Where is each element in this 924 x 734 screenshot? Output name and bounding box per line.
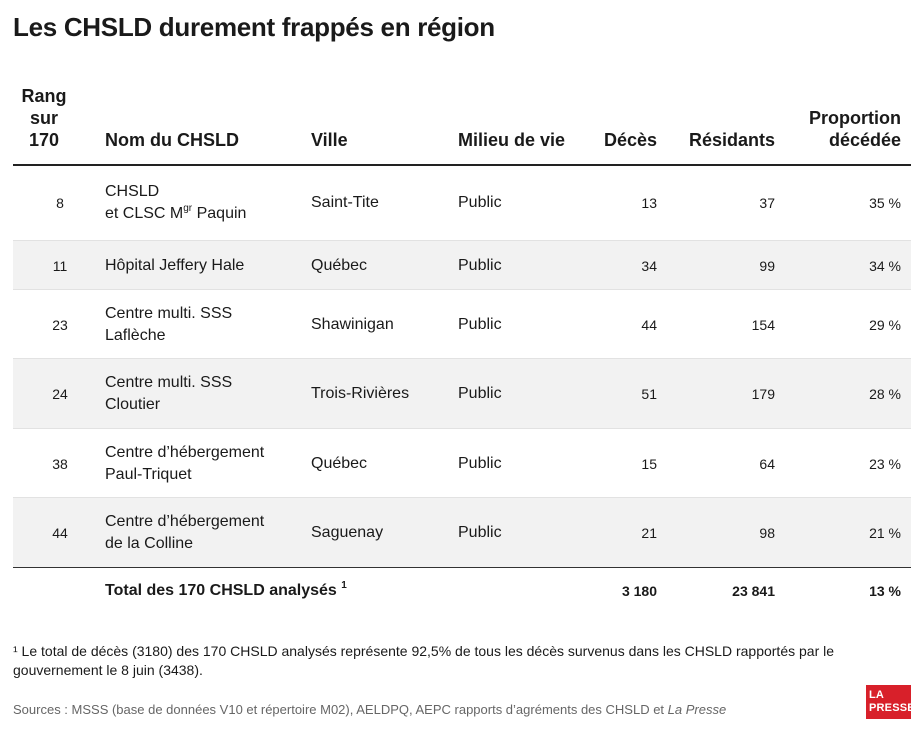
header-rank-line3: 170 (28, 130, 60, 150)
cell-proportion: 35 % (869, 195, 901, 211)
cell-residents: 64 (759, 455, 775, 472)
cell-milieu: Public (458, 194, 502, 211)
header-rank (13, 85, 75, 151)
total-proportion: 13 % (869, 583, 901, 599)
cell-rank: 8 (56, 195, 64, 211)
header-rank-line2: sur (29, 108, 58, 128)
cell-name (105, 442, 305, 486)
cell-rank: 23 (52, 316, 68, 333)
table-row (13, 358, 911, 429)
cell-name (105, 511, 305, 555)
cell-deces: 21 (641, 525, 657, 541)
name-superscript: gr (183, 202, 193, 214)
logo-line2: PRESSE (869, 702, 915, 714)
total-residents: 23 841 (732, 583, 775, 599)
cell-residents: 37 (759, 195, 775, 211)
header-name: Nom du CHSLD (105, 130, 239, 150)
header-deces: Décès (603, 130, 657, 150)
cell-city: Saguenay (311, 524, 384, 541)
total-label-text: Total des 170 CHSLD analysés (105, 582, 337, 599)
table-total-row (13, 569, 911, 613)
name-line: Centre d’hébergement (105, 513, 265, 530)
total-rule (13, 567, 911, 568)
cell-name (105, 181, 305, 225)
name-line: de la Colline (105, 535, 194, 552)
footnote-mark: 1 (341, 579, 347, 591)
table-row (13, 497, 911, 568)
la-presse-logo (866, 685, 915, 719)
name-line (105, 203, 305, 225)
total-deces: 3 180 (621, 583, 657, 599)
name-line: Hôpital Jeffery Hale (105, 256, 245, 274)
cell-city: Saint-Tite (311, 194, 379, 211)
name-line: Paul-Triquet (105, 465, 192, 483)
name-line: Laflèche (105, 326, 166, 344)
cell-name (105, 372, 305, 416)
name-line: Centre multi. SSS (105, 304, 233, 322)
cell-proportion: 23 % (869, 455, 901, 472)
table-header (13, 82, 911, 166)
name-text: Paquin (192, 205, 247, 222)
cell-rank: 38 (52, 455, 68, 472)
logo-line1: LA (869, 689, 885, 701)
sources-text: Sources : MSSS (base de données V10 et répertoire M02), AELDPQ, AEPC rapports d’agréments des CHSLD et (13, 702, 668, 717)
cell-deces: 44 (641, 316, 657, 333)
cell-milieu: Public (458, 256, 502, 274)
cell-name (105, 303, 305, 347)
header-city: Ville (311, 130, 348, 150)
cell-deces: 15 (641, 455, 657, 472)
name-line: CHSLD (105, 183, 160, 200)
cell-milieu: Public (458, 524, 502, 541)
name-line: Centre multi. SSS (105, 374, 233, 391)
cell-proportion: 34 % (869, 257, 901, 274)
cell-rank: 11 (52, 257, 68, 274)
header-proportion-line2: décédée (828, 130, 901, 150)
total-label (105, 580, 505, 602)
cell-milieu: Public (458, 454, 502, 472)
name-line: Cloutier (105, 396, 161, 413)
cell-deces: 34 (641, 257, 657, 274)
footnote: ¹ Le total de décès (3180) des 170 CHSLD analysés représente 92,5% de tous les décès survenus dans les CHSLD rapportés par le gouvernement le 8 juin (3438). (13, 643, 835, 678)
page-title: Les CHSLD durement frappés en région (13, 12, 495, 42)
table-row (13, 240, 911, 290)
header-rank-line1: Rang (21, 86, 67, 106)
header-residents: Résidants (688, 130, 775, 150)
table-row (13, 428, 911, 498)
table-row (13, 289, 911, 359)
cell-residents: 154 (751, 316, 775, 333)
header-milieu: Milieu de vie (458, 130, 566, 150)
name-text: et CLSC M (105, 205, 184, 222)
cell-milieu: Public (458, 385, 502, 402)
name-line: Centre d’hébergement (105, 443, 265, 461)
cell-residents: 99 (759, 257, 775, 274)
cell-city: Québec (311, 256, 368, 274)
cell-proportion: 21 % (869, 525, 901, 541)
cell-city: Québec (311, 454, 368, 472)
cell-city: Shawinigan (311, 315, 394, 333)
cell-proportion: 28 % (869, 386, 901, 402)
table-row (13, 166, 911, 240)
cell-milieu: Public (458, 315, 502, 333)
header-proportion-line1: Proportion (809, 108, 901, 128)
sources-publication: La Presse (667, 702, 727, 717)
cell-rank: 44 (52, 525, 68, 541)
cell-deces: 51 (641, 386, 657, 402)
cell-proportion: 29 % (869, 316, 901, 333)
cell-residents: 98 (759, 525, 775, 541)
cell-city: Trois-Rivières (311, 385, 410, 402)
sources (13, 702, 726, 717)
cell-rank: 24 (52, 386, 68, 402)
header-proportion (809, 107, 901, 151)
cell-residents: 179 (751, 386, 775, 402)
cell-deces: 13 (641, 195, 657, 211)
